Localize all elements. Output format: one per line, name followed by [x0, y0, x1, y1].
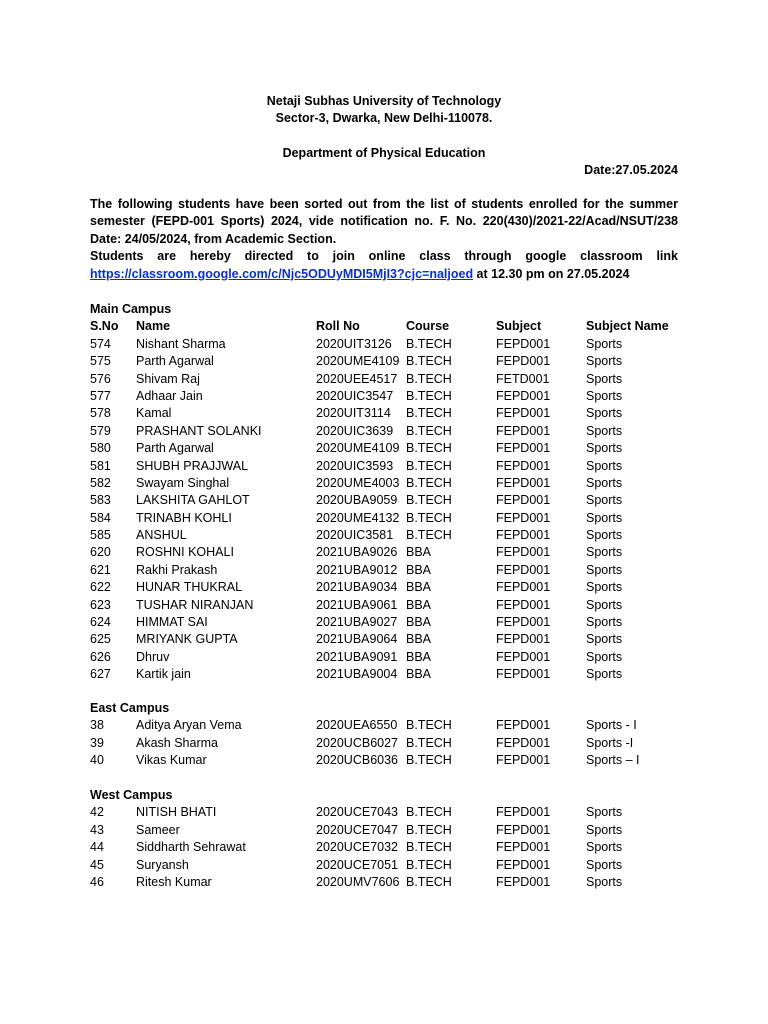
cell-name: Swayam Singhal	[136, 475, 230, 490]
col-subject-name-header: Subject Name	[586, 319, 669, 334]
cell-course: B.TECH	[406, 458, 452, 473]
cell-subject-name: Sports	[586, 562, 623, 577]
cell-subject-name: Sports	[586, 874, 623, 889]
cell-sno: 621	[90, 562, 111, 577]
cell-subject-name: Sports	[586, 371, 623, 386]
cell-subject-name: Sports – I	[586, 753, 640, 768]
directive-paragraph	[90, 248, 678, 283]
cell-course: B.TECH	[406, 510, 452, 525]
cell-sno: 42	[90, 805, 104, 820]
cell-sno: 627	[90, 667, 111, 682]
notice-date: Date:27.05.2024	[584, 163, 678, 177]
cell-course: BBA	[406, 580, 432, 595]
cell-roll-no: 2020UME4003	[316, 475, 400, 490]
table-row	[90, 423, 690, 440]
cell-roll-no: 2021UBA9004	[316, 667, 398, 682]
table-row	[90, 874, 690, 891]
cell-subject-name: Sports	[586, 336, 623, 351]
cell-subject: FEPD001	[496, 493, 551, 508]
cell-course: B.TECH	[406, 354, 452, 369]
col-roll-header: Roll No	[316, 319, 360, 334]
cell-name: TUSHAR NIRANJAN	[136, 597, 254, 612]
col-name-header: Name	[136, 319, 171, 334]
cell-roll-no: 2020UCE7047	[316, 822, 399, 837]
cell-course: B.TECH	[406, 441, 452, 456]
cell-course: BBA	[406, 562, 432, 577]
cell-roll-no: 2020UME4109	[316, 354, 400, 369]
cell-name: NITISH BHATI	[136, 805, 217, 820]
table-row	[90, 562, 690, 579]
table-header	[90, 318, 690, 335]
cell-sno: 575	[90, 354, 111, 369]
cell-sno: 43	[90, 822, 104, 837]
section-title: East Campus	[90, 701, 170, 715]
east-campus-section	[90, 700, 690, 770]
cell-course: B.TECH	[406, 528, 452, 543]
cell-name: SHUBH PRAJJWAL	[136, 458, 249, 473]
col-sno-header: S.No	[90, 319, 119, 334]
cell-course: BBA	[406, 632, 432, 647]
cell-roll-no: 2021UBA9012	[316, 562, 398, 577]
cell-course: BBA	[406, 667, 432, 682]
notice-body	[90, 196, 678, 283]
cell-subject: FEPD001	[496, 735, 551, 750]
table-row	[90, 752, 690, 769]
cell-roll-no: 2020UIC3639	[316, 423, 394, 438]
cell-course: BBA	[406, 649, 432, 664]
cell-course: B.TECH	[406, 857, 452, 872]
cell-sno: 622	[90, 580, 111, 595]
table-body	[90, 804, 690, 891]
cell-sno: 46	[90, 874, 104, 889]
table-row	[90, 631, 690, 648]
cell-subject-name: Sports	[586, 423, 623, 438]
cell-roll-no: 2020UEE4517	[316, 371, 398, 386]
cell-subject-name: Sports	[586, 458, 623, 473]
cell-name: PRASHANT SOLANKI	[136, 423, 262, 438]
cell-sno: 39	[90, 735, 104, 750]
cell-course: B.TECH	[406, 493, 452, 508]
table-row	[90, 544, 690, 561]
cell-roll-no: 2020UME4109	[316, 441, 400, 456]
cell-subject-name: Sports	[586, 840, 623, 855]
cell-subject: FEPD001	[496, 753, 551, 768]
cell-subject: FEPD001	[496, 615, 551, 630]
cell-subject: FEPD001	[496, 805, 551, 820]
cell-subject-name: Sports	[586, 545, 623, 560]
cell-subject: FEPD001	[496, 388, 551, 403]
table-row	[90, 527, 690, 544]
cell-roll-no: 2020UIT3126	[316, 336, 392, 351]
table-row	[90, 735, 690, 752]
cell-subject-name: Sports	[586, 597, 623, 612]
cell-subject: FEPD001	[496, 562, 551, 577]
cell-subject: FETD001	[496, 371, 550, 386]
cell-subject: FEPD001	[496, 441, 551, 456]
cell-name: HUNAR THUKRAL	[136, 580, 243, 595]
cell-subject: FEPD001	[496, 336, 551, 351]
cell-sno: 585	[90, 528, 111, 543]
table-row	[90, 804, 690, 821]
cell-name: Parth Agarwal	[136, 354, 214, 369]
cell-course: B.TECH	[406, 753, 452, 768]
cell-name: MRIYANK GUPTA	[136, 632, 238, 647]
cell-name: Siddharth Sehrawat	[136, 840, 246, 855]
col-course-header: Course	[406, 319, 450, 334]
cell-sno: 578	[90, 406, 111, 421]
cell-roll-no: 2021UBA9061	[316, 597, 398, 612]
cell-subject: FEPD001	[496, 718, 551, 733]
cell-roll-no: 2020UCE7051	[316, 857, 399, 872]
cell-roll-no: 2020UIC3581	[316, 528, 394, 543]
cell-sno: 44	[90, 840, 104, 855]
table-row	[90, 371, 690, 388]
cell-name: TRINABH KOHLI	[136, 510, 232, 525]
classroom-link[interactable]: https://classroom.google.com/c/Njc5ODUyMDI5MjI3?cjc=naljoed	[90, 266, 474, 281]
main-campus-section	[90, 301, 690, 684]
cell-name: Sameer	[136, 822, 180, 837]
cell-name: LAKSHITA GAHLOT	[136, 493, 250, 508]
cell-course: B.TECH	[406, 735, 452, 750]
cell-roll-no: 2021UBA9027	[316, 615, 398, 630]
cell-course: B.TECH	[406, 406, 452, 421]
table-row	[90, 336, 690, 353]
cell-course: B.TECH	[406, 822, 452, 837]
cell-subject-name: Sports	[586, 857, 623, 872]
directive-time: at 12.30 pm on 27.05.2024	[473, 266, 630, 281]
university-name: Netaji Subhas University of Technology	[266, 94, 502, 108]
section-title: West Campus	[90, 788, 173, 802]
cell-name: ROSHNI KOHALI	[136, 545, 234, 560]
cell-subject-name: Sports - I	[586, 718, 637, 733]
cell-course: B.TECH	[406, 840, 452, 855]
cell-name: Suryansh	[136, 857, 189, 872]
section-title: Main Campus	[90, 302, 172, 316]
cell-course: B.TECH	[406, 805, 452, 820]
cell-subject-name: Sports	[586, 667, 623, 682]
cell-roll-no: 2020UCB6027	[316, 735, 399, 750]
cell-subject: FEPD001	[496, 667, 551, 682]
cell-subject: FEPD001	[496, 528, 551, 543]
cell-roll-no: 2021UBA9034	[316, 580, 398, 595]
cell-sno: 40	[90, 753, 104, 768]
cell-subject-name: Sports	[586, 510, 623, 525]
cell-course: B.TECH	[406, 874, 452, 889]
cell-roll-no: 2020UCE7032	[316, 840, 399, 855]
table-row	[90, 353, 690, 370]
cell-sno: 581	[90, 458, 111, 473]
cell-roll-no: 2021UBA9064	[316, 632, 398, 647]
cell-course: B.TECH	[406, 475, 452, 490]
cell-name: Vikas Kumar	[136, 753, 207, 768]
cell-name: Ritesh Kumar	[136, 874, 212, 889]
cell-subject: FEPD001	[496, 857, 551, 872]
table-row	[90, 405, 690, 422]
cell-roll-no: 2021UBA9026	[316, 545, 398, 560]
cell-roll-no: 2020UIC3547	[316, 388, 394, 403]
cell-name: Shivam Raj	[136, 371, 200, 386]
cell-subject: FEPD001	[496, 510, 551, 525]
table-body	[90, 336, 690, 684]
university-address: Sector-3, Dwarka, New Delhi-110078.	[275, 111, 493, 125]
cell-roll-no: 2020UCB6036	[316, 753, 399, 768]
table-row	[90, 857, 690, 874]
west-campus-section	[90, 787, 690, 891]
cell-course: BBA	[406, 597, 432, 612]
table-row	[90, 440, 690, 457]
cell-roll-no: 2020UIC3593	[316, 458, 394, 473]
table-row	[90, 492, 690, 509]
cell-roll-no: 2020UCE7043	[316, 805, 399, 820]
cell-name: Dhruv	[136, 649, 170, 664]
cell-subject: FEPD001	[496, 840, 551, 855]
cell-subject-name: Sports	[586, 354, 623, 369]
cell-name: ANSHUL	[136, 528, 187, 543]
cell-course: B.TECH	[406, 371, 452, 386]
table-row	[90, 388, 690, 405]
cell-name: Nishant Sharma	[136, 336, 226, 351]
cell-subject-name: Sports	[586, 475, 623, 490]
table-row	[90, 510, 690, 527]
cell-subject: FEPD001	[496, 458, 551, 473]
cell-sno: 574	[90, 336, 111, 351]
cell-subject: FEPD001	[496, 874, 551, 889]
cell-course: B.TECH	[406, 336, 452, 351]
cell-roll-no: 2020UME4132	[316, 510, 400, 525]
intro-paragraph: The following students have been sorted out from the list of students enrolled for the summer semester (FEPD-001 Sports) 2024, vide notification no. F. No. 220(430)/2021-22/Acad/NSUT/238 Date: 24/05/2024, from Academic Section.	[90, 197, 678, 246]
cell-subject: FEPD001	[496, 580, 551, 595]
table-row	[90, 597, 690, 614]
cell-subject-name: Sports	[586, 441, 623, 456]
cell-subject: FEPD001	[496, 822, 551, 837]
cell-name: Aditya Aryan Vema	[136, 718, 242, 733]
cell-subject-name: Sports	[586, 632, 623, 647]
cell-subject: FEPD001	[496, 632, 551, 647]
cell-name: Adhaar Jain	[136, 388, 203, 403]
cell-sno: 580	[90, 441, 111, 456]
table-row	[90, 839, 690, 856]
cell-name: HIMMAT SAI	[136, 615, 208, 630]
table-row	[90, 717, 690, 734]
cell-subject-name: Sports	[586, 822, 623, 837]
cell-subject: FEPD001	[496, 406, 551, 421]
cell-course: B.TECH	[406, 423, 452, 438]
cell-name: Kartik jain	[136, 667, 191, 682]
cell-subject: FEPD001	[496, 597, 551, 612]
table-row	[90, 579, 690, 596]
cell-sno: 620	[90, 545, 111, 560]
cell-subject-name: Sports	[586, 805, 623, 820]
cell-sno: 579	[90, 423, 111, 438]
cell-subject-name: Sports	[586, 493, 623, 508]
cell-subject-name: Sports	[586, 388, 623, 403]
cell-course: BBA	[406, 615, 432, 630]
cell-name: Kamal	[136, 406, 172, 421]
table-row	[90, 666, 690, 683]
cell-sno: 626	[90, 649, 111, 664]
cell-subject: FEPD001	[496, 354, 551, 369]
cell-roll-no: 2020UMV7606	[316, 874, 400, 889]
cell-sno: 584	[90, 510, 111, 525]
cell-subject-name: Sports	[586, 615, 623, 630]
cell-name: Akash Sharma	[136, 735, 218, 750]
cell-subject-name: Sports	[586, 580, 623, 595]
cell-sno: 576	[90, 371, 111, 386]
table-row	[90, 614, 690, 631]
table-row	[90, 822, 690, 839]
cell-subject-name: Sports	[586, 649, 623, 664]
table-row	[90, 458, 690, 475]
cell-subject-name: Sports	[586, 406, 623, 421]
cell-course: B.TECH	[406, 388, 452, 403]
cell-roll-no: 2020UEA6550	[316, 718, 398, 733]
cell-subject-name: Sports	[586, 528, 623, 543]
col-subject-header: Subject	[496, 319, 542, 334]
cell-course: B.TECH	[406, 718, 452, 733]
cell-sno: 625	[90, 632, 111, 647]
cell-subject: FEPD001	[496, 423, 551, 438]
cell-sno: 582	[90, 475, 111, 490]
cell-roll-no: 2021UBA9091	[316, 649, 398, 664]
cell-subject: FEPD001	[496, 545, 551, 560]
cell-sno: 624	[90, 615, 111, 630]
cell-sno: 38	[90, 718, 104, 733]
cell-sno: 45	[90, 857, 104, 872]
cell-subject: FEPD001	[496, 649, 551, 664]
cell-sno: 577	[90, 388, 111, 403]
cell-subject-name: Sports -I	[586, 735, 634, 750]
table-row	[90, 475, 690, 492]
cell-subject: FEPD001	[496, 475, 551, 490]
cell-course: BBA	[406, 545, 432, 560]
cell-roll-no: 2020UBA9059	[316, 493, 398, 508]
cell-name: Parth Agarwal	[136, 441, 214, 456]
cell-sno: 583	[90, 493, 111, 508]
department-name: Department of Physical Education	[282, 146, 486, 160]
table-row	[90, 649, 690, 666]
cell-roll-no: 2020UIT3114	[316, 406, 391, 421]
directive-text: Students are hereby directed to join online class through google classroom link	[90, 249, 678, 264]
cell-sno: 623	[90, 597, 111, 612]
cell-name: Rakhi Prakash	[136, 562, 218, 577]
table-body	[90, 717, 690, 769]
